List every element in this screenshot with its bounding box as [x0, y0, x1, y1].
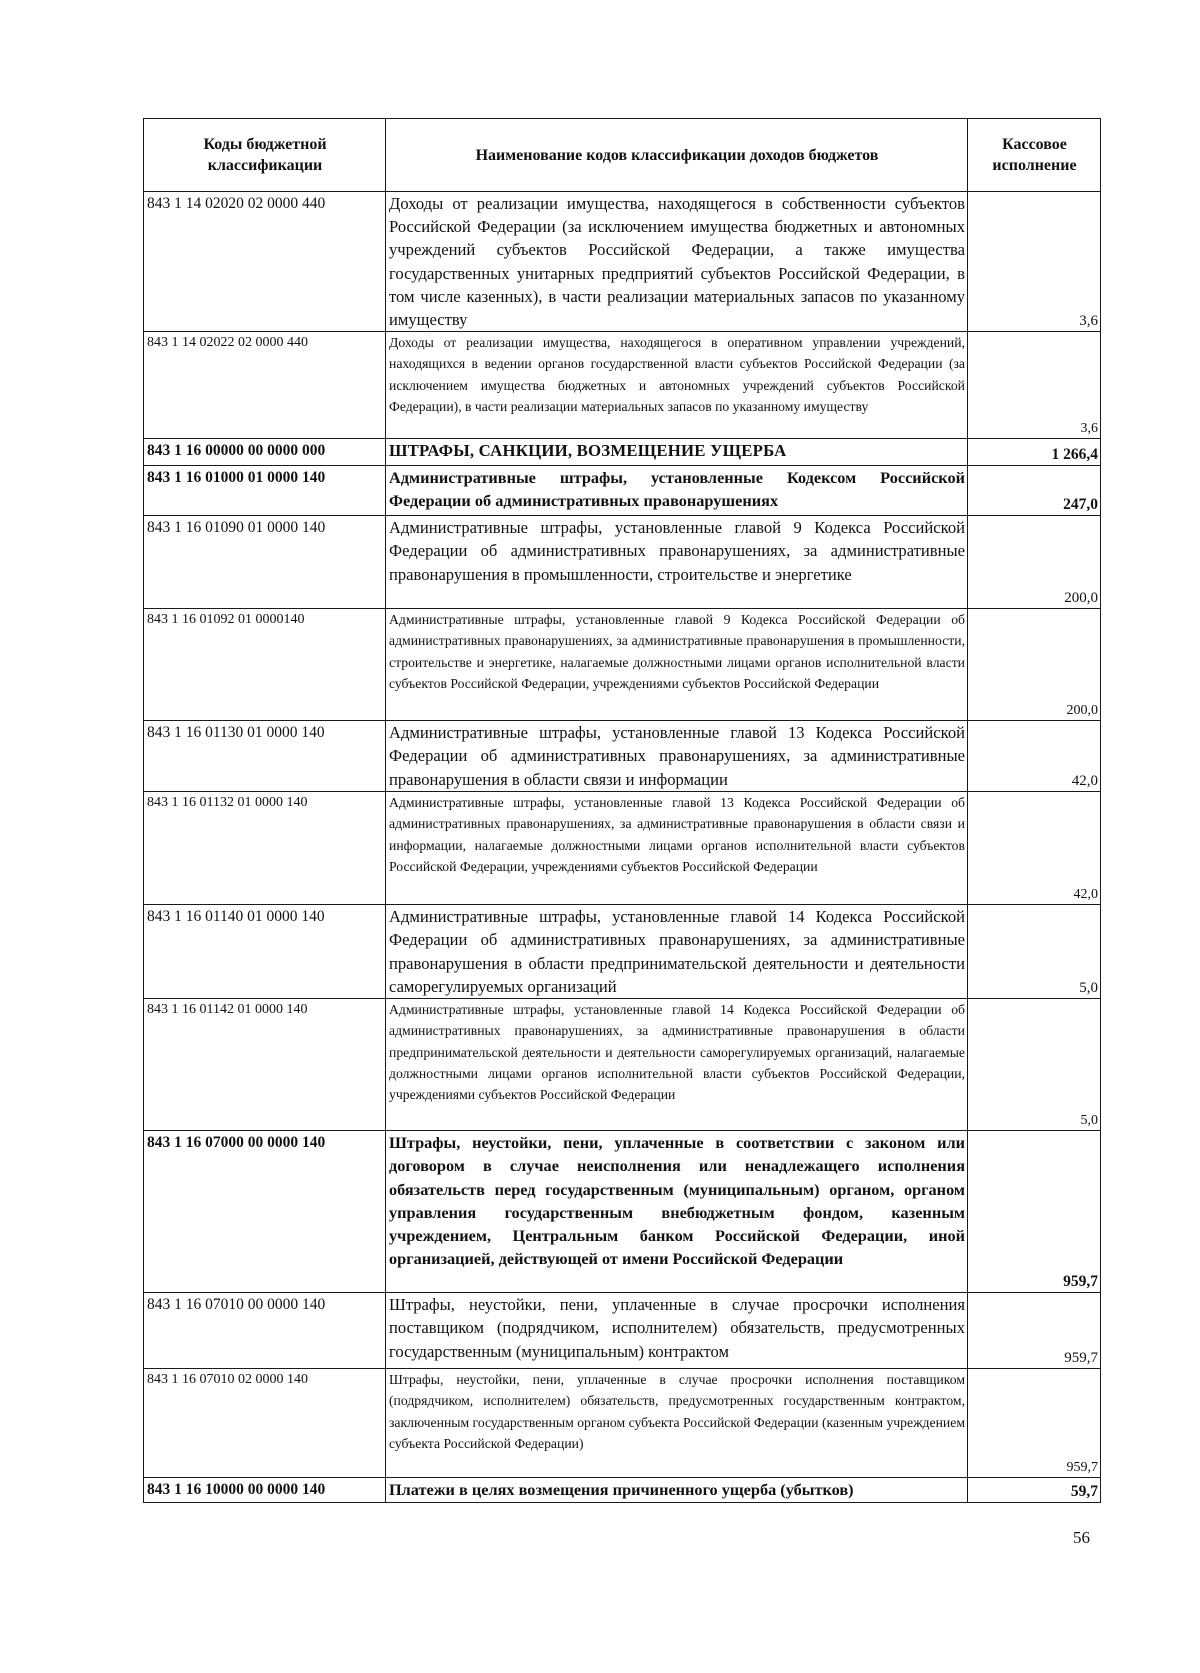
row-code: 843 1 16 01142 01 0000 140 — [144, 999, 386, 1131]
row-code: 843 1 16 00000 00 0000 000 — [144, 439, 386, 466]
row-code: 843 1 16 01130 01 0000 140 — [144, 721, 386, 792]
row-value: 42,0 — [968, 721, 1101, 792]
table-row — [144, 192, 1101, 332]
row-value: 959,7 — [968, 1369, 1101, 1478]
table-row — [144, 1131, 1101, 1293]
table-header-row — [144, 119, 1101, 192]
row-code: 843 1 16 07010 00 0000 140 — [144, 1293, 386, 1369]
row-name: Административные штрафы, установленные Кодексом Российской Федерации об административных правонарушениях — [386, 466, 968, 516]
row-name: Штрафы, неустойки, пени, уплаченные в случае просрочки исполнения поставщиком (подрядчиком, исполнителем) обязательств, предусмотренных государственным контрактом, заключенным государственным органом субъекта Российской Федерации (казенным учреждением субъекта Российской Федерации) — [386, 1369, 968, 1478]
row-value: 959,7 — [968, 1293, 1101, 1369]
table-row — [144, 792, 1101, 905]
row-value: 5,0 — [968, 905, 1101, 999]
header-value: Кассовое исполнение — [968, 119, 1101, 192]
table-row — [144, 332, 1101, 439]
header-name: Наименование кодов классификации доходов бюджетов — [386, 119, 968, 192]
row-name: Административные штрафы, установленные главой 14 Кодекса Российской Федерации об административных правонарушениях, за административные правонарушения в области предпринимательской деятельности и деятельности саморегулируемых организаций — [386, 905, 968, 999]
row-value: 200,0 — [968, 516, 1101, 609]
row-code: 843 1 16 01140 01 0000 140 — [144, 905, 386, 999]
row-value: 3,6 — [968, 192, 1101, 332]
row-name: Доходы от реализации имущества, находящегося в оперативном управлении учреждений, находящихся в ведении органов государственной власти субъектов Российской Федерации (за исключением имущества бюджетных и автономных учреждений субъектов Российской Федерации), в части реализации материальных запасов по указанному имуществу — [386, 332, 968, 439]
row-code: 843 1 16 01092 01 0000140 — [144, 609, 386, 721]
row-code: 843 1 16 01132 01 0000 140 — [144, 792, 386, 905]
row-name: Административные штрафы, установленные главой 9 Кодекса Российской Федерации об административных правонарушениях, за административные правонарушения в промышленности, строительстве и энергетике, налагаемые должностными лицами органов исполнительной власти субъектов Российской Федерации, учреждениями субъектов Российской Федерации — [386, 609, 968, 721]
table-row — [144, 721, 1101, 792]
header-code: Коды бюджетной классификации — [144, 119, 386, 192]
row-name: ШТРАФЫ, САНКЦИИ, ВОЗМЕЩЕНИЕ УЩЕРБА — [386, 439, 968, 466]
row-name: Штрафы, неустойки, пени, уплаченные в соответствии с законом или договором в случае неисполнения или ненадлежащего исполнения обязательств перед государственным (муниципальным) органом, органом управления государственным внебюджетным фондом, казенным учреждением, Центральным банком Российской Федерации, иной организацией, действующей от имени Российской Федерации — [386, 1131, 968, 1293]
table-row — [144, 439, 1101, 466]
row-name: Административные штрафы, установленные главой 13 Кодекса Российской Федерации об административных правонарушениях, за административные правонарушения в области связи и информации, налагаемые должностными лицами органов исполнительной власти субъектов Российской Федерации, учреждениями субъектов Российской Федерации — [386, 792, 968, 905]
row-value: 59,7 — [968, 1478, 1101, 1503]
row-code: 843 1 16 07000 00 0000 140 — [144, 1131, 386, 1293]
row-value: 42,0 — [968, 792, 1101, 905]
row-name: Административные штрафы, установленные главой 13 Кодекса Российской Федерации об административных правонарушениях, за административные правонарушения в области связи и информации — [386, 721, 968, 792]
budget-revenue-table — [143, 118, 1101, 1503]
row-value: 5,0 — [968, 999, 1101, 1131]
row-value: 3,6 — [968, 332, 1101, 439]
table-row — [144, 905, 1101, 999]
table-row — [144, 609, 1101, 721]
row-value: 1 266,4 — [968, 439, 1101, 466]
row-name: Административные штрафы, установленные главой 9 Кодекса Российской Федерации об административных правонарушениях, за административные правонарушения в промышленности, строительстве и энергетике — [386, 516, 968, 609]
row-code: 843 1 16 01000 01 0000 140 — [144, 466, 386, 516]
row-code: 843 1 16 10000 00 0000 140 — [144, 1478, 386, 1503]
row-code: 843 1 14 02022 02 0000 440 — [144, 332, 386, 439]
row-value: 200,0 — [968, 609, 1101, 721]
row-code: 843 1 14 02020 02 0000 440 — [144, 192, 386, 332]
table-row — [144, 999, 1101, 1131]
row-value: 959,7 — [968, 1131, 1101, 1293]
table-row — [144, 466, 1101, 516]
table-row — [144, 1369, 1101, 1478]
page-number: 56 — [1073, 1528, 1090, 1547]
row-name: Административные штрафы, установленные главой 14 Кодекса Российской Федерации об административных правонарушениях, за административные правонарушения в области предпринимательской деятельности и деятельности саморегулируемых организаций, налагаемые должностными лицами органов исполнительной власти субъектов Российской Федерации, учреждениями субъектов Российской Федерации — [386, 999, 968, 1131]
row-code: 843 1 16 07010 02 0000 140 — [144, 1369, 386, 1478]
table-row — [144, 516, 1101, 609]
row-code: 843 1 16 01090 01 0000 140 — [144, 516, 386, 609]
row-value: 247,0 — [968, 466, 1101, 516]
row-name: Доходы от реализации имущества, находящегося в собственности субъектов Российской Федерации (за исключением имущества бюджетных и автономных учреждений субъектов Российской Федерации, а также имущества государственных унитарных предприятий субъектов Российской Федерации, в том числе казенных), в части реализации материальных запасов по указанному имуществу — [386, 192, 968, 332]
table-row — [144, 1293, 1101, 1369]
table-row — [144, 1478, 1101, 1503]
row-name: Платежи в целях возмещения причиненного ущерба (убытков) — [386, 1478, 968, 1503]
row-name: Штрафы, неустойки, пени, уплаченные в случае просрочки исполнения поставщиком (подрядчиком, исполнителем) обязательств, предусмотренных государственным (муниципальным) контрактом — [386, 1293, 968, 1369]
